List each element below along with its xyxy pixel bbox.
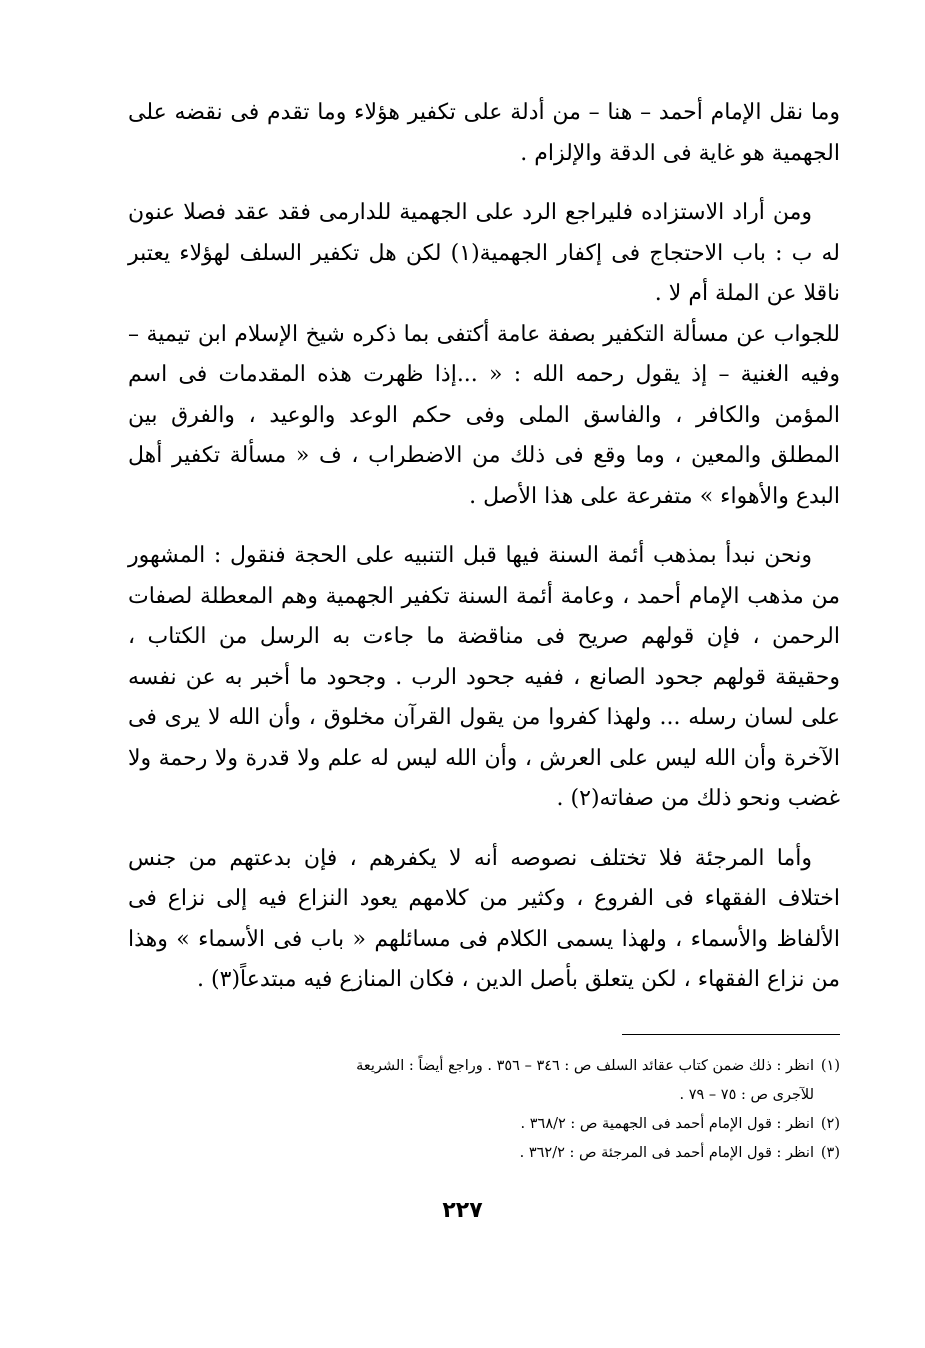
paragraph-2: ومن أراد الاستزاده فليراجع الرد على الجهمية للدارمى فقد عقد فصلا عنون له ب : باب الاحتجاج فى إكفار الجهمية(١) لكن هل تكفير السلف لهؤلاء يعتبر ناقلا عن الملة أم لا . <box>128 200 840 306</box>
paragraph-1: وما نقل الإمام أحمد – هنا – من أدلة على تكفير هؤلاء وما تقدم فى نقضه على الجهمية هو غاية فى الدقة والإلزام . <box>128 100 840 166</box>
footnote-2-text: انظر : قول الإمام أحمد فى الجهمية ص : ٣٦٨/٢ . <box>520 1116 814 1132</box>
footnote-3 <box>128 1139 840 1168</box>
footnote-3-text: انظر : قول الإمام أحمد فى المرجئة ص : ٣٦٢/٢ . <box>519 1145 814 1161</box>
footnote-2 <box>128 1110 840 1139</box>
footnote-1-text: انظر : ذلك ضمن كتاب عقائد السلف ص : ٣٤٦ – ٣٥٦ . وراجع أيضاً : الشريعة <box>356 1058 814 1074</box>
footnote-1-continuation: للآجرى ص : ٧٥ – ٧٩ . <box>679 1087 814 1103</box>
footnotes <box>128 1052 840 1168</box>
footnote-3-number: (٣) <box>820 1145 840 1161</box>
footnote-2-number: (٢) <box>820 1116 840 1132</box>
paragraph-3: للجواب عن مسألة التكفير بصفة عامة أكتفى بما ذكره شيخ الإسلام ابن تيمية – وفيه الغنية – إذ يقول رحمه الله : « ...إذا ظهرت هذه المقدمات فى اسم المؤمن والكافر ، والفاسق الملى وفى حكم الوعد والوعيد ، والفرق بين المطلق والمعين ، وما وقع فى ذلك من الاضطراب ، ف « مسألة تكفير أهل البدع والأهواء » متفرعة على هذا الأصل . <box>128 321 841 509</box>
main-text <box>128 93 840 1020</box>
paragraph-5: وأما المرجئة فلا تختلف نصوصه أنه لا يكفرهم ، فإن بدعتهم من جنس اختلاف الفقهاء فى الفروع ، وكثير من كلامهم يعود النزاع فيه إلى نزاع فى الألفاظ والأسماء ، ولهذا يسمى الكلام فى مسائلهم « باب فى الأسماء » وهذا من نزاع الفقهاء ، لكن يتعلق بأصل الدين ، فكان المنازع فيه مبتدعاً(٣) . <box>128 845 840 992</box>
footnote-1-number: (١) <box>820 1058 840 1074</box>
page-number: ٢٢٧ <box>442 1198 483 1223</box>
footnote-1 <box>128 1052 840 1081</box>
paragraph-4: ونحن نبدأ بمذهب أئمة السنة فيها قبل التنبيه على الحجة فنقول : المشهور من مذهب الإمام أحمد ، وعامة أئمة السنة تكفير الجهمية وهم المعطلة لصفات الرحمن ، فإن قولهم صريح فى مناقضة ما جاءت به الرسل من الكتاب ، وحقيقة قولهم جحود الصانع ، ففيه جحود الرب . وجحود ما أخبر به عن نفسه على لسان رسله ... ولهذا كفروا من يقول القرآن مخلوق ، وأن الله لا يرى فى الآخرة وأن الله ليس على العرش ، وأن الله ليس له علم ولا قدرة ولا رحمة ولا غضب ونحو ذلك من صفاته(٢) . <box>128 543 840 811</box>
footnote-separator <box>622 1034 840 1035</box>
